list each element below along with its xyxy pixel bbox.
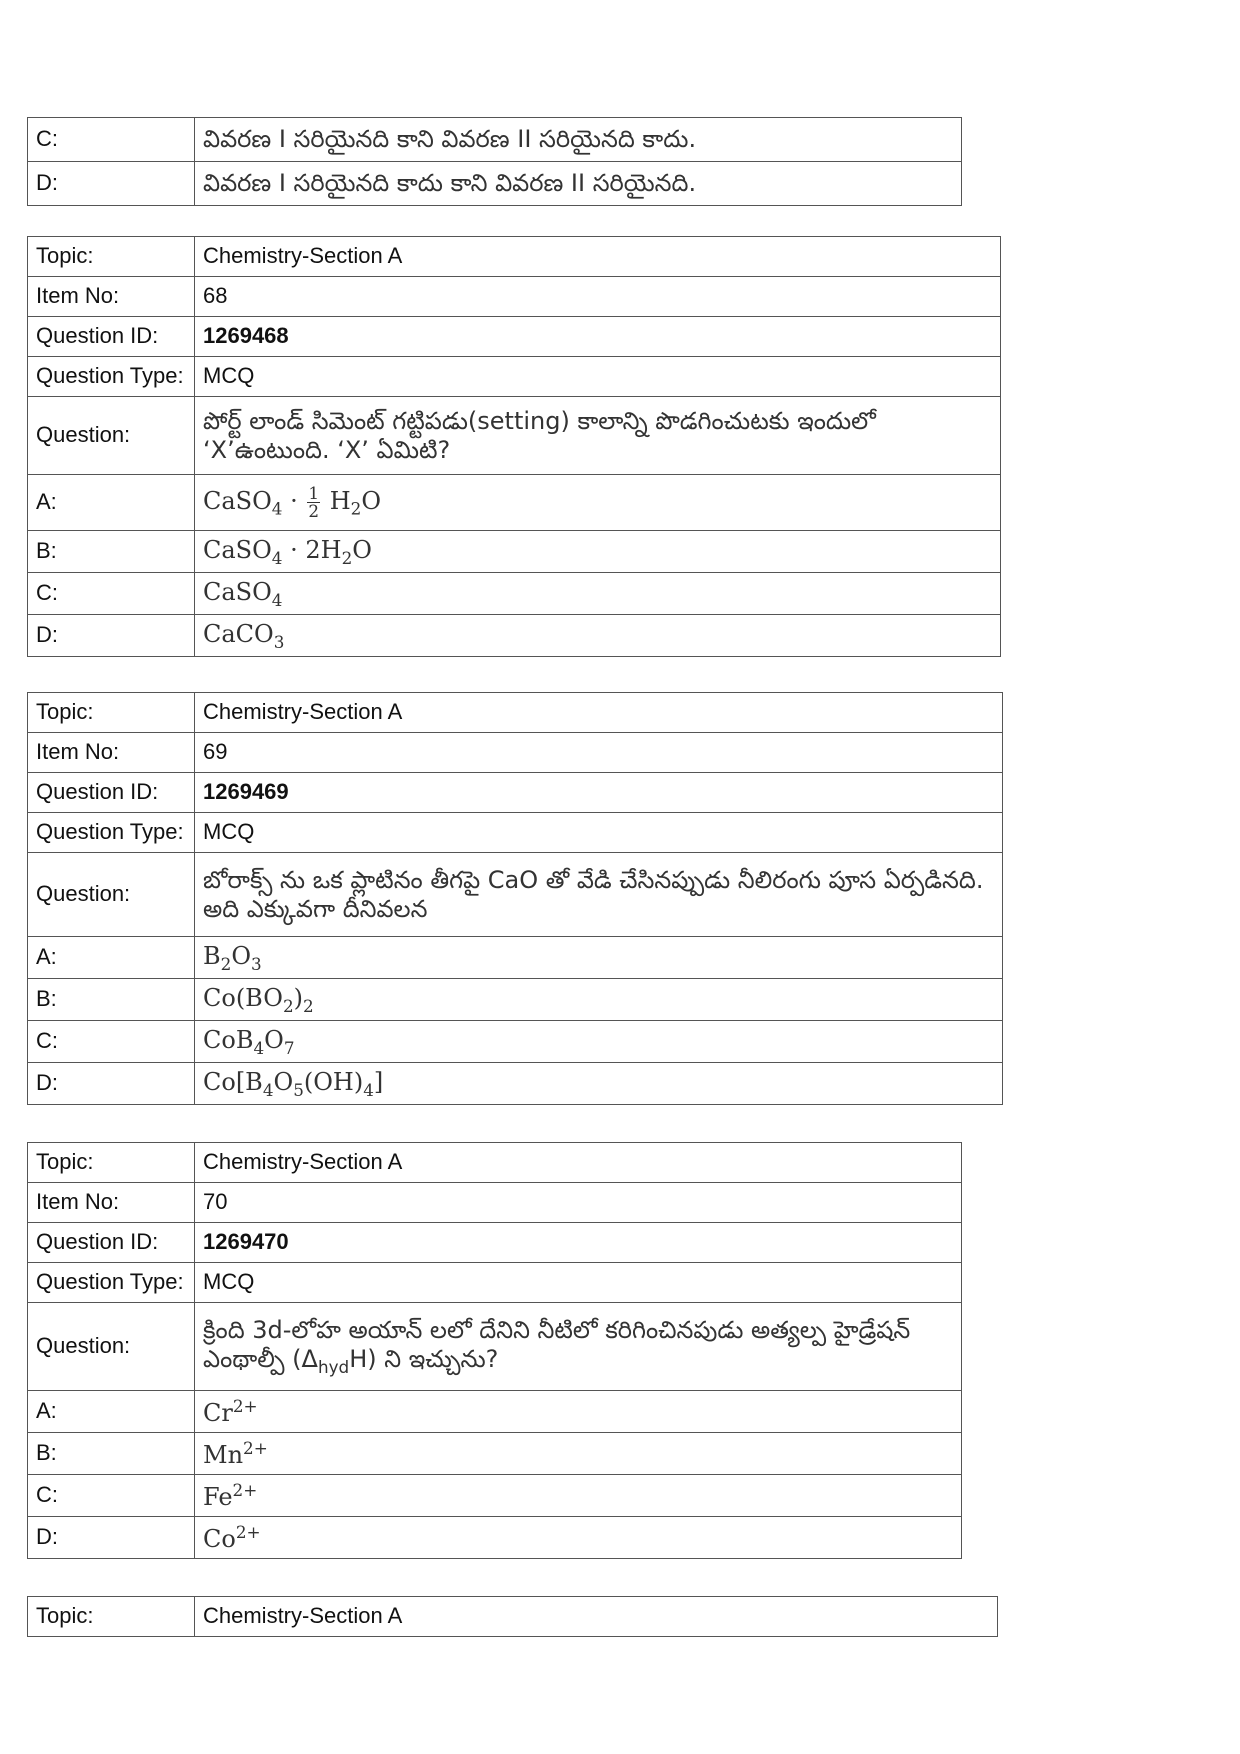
- ion-symbol: Cr: [203, 1398, 233, 1427]
- formula-sub: 2: [341, 547, 353, 568]
- option-formula: [195, 573, 1001, 615]
- option-label: D:: [28, 1063, 195, 1105]
- formula-part: O: [352, 535, 372, 564]
- option-label: A:: [28, 475, 195, 531]
- option-label: C:: [28, 118, 195, 162]
- question-label: Question:: [28, 853, 195, 937]
- formula-sub: 7: [283, 1037, 295, 1058]
- formula-part: · 2H: [282, 535, 342, 564]
- topic-label: Topic:: [28, 693, 195, 733]
- option-row-b: [28, 531, 1001, 573]
- topic-value: Chemistry-Section A: [195, 693, 1003, 733]
- item-no-row: [28, 733, 1003, 773]
- question-type-value: MCQ: [195, 813, 1003, 853]
- question-type-row: [28, 357, 1001, 397]
- question-type-row: [28, 813, 1003, 853]
- formula-sub: 2: [282, 995, 294, 1016]
- question-text: [195, 1303, 962, 1391]
- ion-charge: 2+: [243, 1437, 268, 1458]
- topic-label: Topic:: [28, 237, 195, 277]
- question-id-value: 1269470: [195, 1223, 962, 1263]
- ion-charge: 2+: [235, 1521, 261, 1542]
- topic-row: [28, 1597, 998, 1637]
- formula-sub: 4: [271, 547, 283, 568]
- question-id-label: Question ID:: [28, 773, 195, 813]
- formula-part: O: [231, 941, 252, 970]
- question-id-row: [28, 317, 1001, 357]
- ion-charge: 2+: [232, 1395, 258, 1416]
- option-row-d: [28, 1517, 962, 1559]
- option-formula: [195, 979, 1003, 1021]
- question-type-label: Question Type:: [28, 357, 195, 397]
- formula-sub: 2: [303, 995, 314, 1016]
- question-table-71: [27, 1596, 998, 1637]
- formula-part: CoB: [203, 1025, 254, 1054]
- topic-label: Topic:: [28, 1597, 195, 1637]
- option-label: D:: [28, 1517, 195, 1559]
- option-formula: [195, 1391, 962, 1433]
- option-row-c: [28, 573, 1001, 615]
- formula-part: O: [361, 487, 381, 515]
- option-formula: [195, 615, 1001, 657]
- question-text-part: H) ని ఇచ్చును?: [349, 1344, 499, 1373]
- option-label: A:: [28, 1391, 195, 1433]
- options-continuation-table: [27, 117, 962, 206]
- option-formula: [195, 475, 1001, 531]
- question-id-row: [28, 1223, 962, 1263]
- formula-part: ]: [373, 1067, 384, 1096]
- option-row-d: [28, 615, 1001, 657]
- option-label: C:: [28, 573, 195, 615]
- formula-sub: 4: [271, 498, 283, 519]
- option-formula: [195, 937, 1003, 979]
- ion-symbol: Fe: [203, 1482, 233, 1511]
- question-id-row: [28, 773, 1003, 813]
- question-id-label: Question ID:: [28, 317, 195, 357]
- option-row-d: [28, 1063, 1003, 1105]
- question-label: Question:: [28, 1303, 195, 1391]
- question-subscript: hyd: [317, 1356, 350, 1377]
- option-label: C:: [28, 1475, 195, 1517]
- topic-value: Chemistry-Section A: [195, 1143, 962, 1183]
- ion-symbol: Mn: [203, 1440, 244, 1469]
- topic-value: Chemistry-Section A: [195, 1597, 998, 1637]
- formula-part: B: [203, 941, 221, 970]
- formula-sub: 4: [271, 589, 283, 610]
- question-table-70: [27, 1142, 962, 1559]
- formula-sub: 3: [273, 631, 285, 652]
- ion-charge: 2+: [232, 1479, 258, 1500]
- item-no-value: 69: [195, 733, 1003, 773]
- item-no-value: 68: [195, 277, 1001, 317]
- option-label: C:: [28, 1021, 195, 1063]
- topic-value: Chemistry-Section A: [195, 237, 1001, 277]
- formula-part: ·: [282, 487, 306, 515]
- formula-part: CaSO: [203, 577, 272, 606]
- option-row-b: [28, 979, 1003, 1021]
- option-row-c: [28, 1021, 1003, 1063]
- formula-part: O: [273, 1067, 294, 1096]
- question-id-label: Question ID:: [28, 1223, 195, 1263]
- option-row-c: [28, 1475, 962, 1517]
- formula-sub: 4: [363, 1079, 374, 1100]
- question-type-label: Question Type:: [28, 1263, 195, 1303]
- item-no-label: Item No:: [28, 1183, 195, 1223]
- option-label: B:: [28, 531, 195, 573]
- formula-part: Co[B: [203, 1067, 263, 1096]
- option-text: వివరణ I సరియైనది కాని వివరణ II సరియైనది కాదు.: [195, 118, 962, 162]
- option-row-a: [28, 937, 1003, 979]
- question-type-value: MCQ: [195, 1263, 962, 1303]
- option-text: వివరణ I సరియైనది కాదు కాని వివరణ II సరియైనది.: [195, 162, 962, 206]
- formula-sub: 4: [253, 1037, 265, 1058]
- fraction: [307, 485, 320, 520]
- option-label: D:: [28, 162, 195, 206]
- option-formula: [195, 1475, 962, 1517]
- item-no-value: 70: [195, 1183, 962, 1223]
- option-formula: [195, 531, 1001, 573]
- question-text-part: క్రింది 3d-లోహ అయాన్ లలో దేనిని నీటిలో కరిగించినపుడు అత్యల్ప హైడ్రేషన్ ఎంథాల్పీ (Δ: [203, 1316, 911, 1373]
- formula-part: H: [322, 487, 351, 515]
- question-type-value: MCQ: [195, 357, 1001, 397]
- topic-row: [28, 693, 1003, 733]
- question-id-value: 1269469: [195, 773, 1003, 813]
- question-label: Question:: [28, 397, 195, 475]
- question-text: బోరాక్స్ ను ఒక ప్లాటినం తీగపై CaO తో వేడి చేసినప్పుడు నీలిరంగు పూస ఏర్పడినది. అది ఎక్కువగా దీనివలన: [195, 853, 1003, 937]
- option-row-a: [28, 1391, 962, 1433]
- option-formula: [195, 1063, 1003, 1105]
- question-row: [28, 1303, 962, 1391]
- formula-part: CaSO: [203, 487, 272, 515]
- topic-row: [28, 237, 1001, 277]
- option-label: D:: [28, 615, 195, 657]
- option-row-b: [28, 1433, 962, 1475]
- formula-part: O: [264, 1025, 284, 1054]
- option-row-c: [28, 118, 962, 162]
- question-type-row: [28, 1263, 962, 1303]
- item-no-label: Item No:: [28, 733, 195, 773]
- formula-part: Co(BO: [203, 983, 283, 1012]
- formula-part: CaCO: [203, 619, 274, 648]
- option-label: B:: [28, 979, 195, 1021]
- ion-symbol: Co: [203, 1524, 236, 1553]
- option-formula: [195, 1021, 1003, 1063]
- item-no-row: [28, 277, 1001, 317]
- formula-sub: 3: [251, 953, 262, 974]
- question-id-value: 1269468: [195, 317, 1001, 357]
- option-row-d: [28, 162, 962, 206]
- formula-part: CaSO: [203, 535, 272, 564]
- question-type-label: Question Type:: [28, 813, 195, 853]
- question-table-69: [27, 692, 1003, 1105]
- question-text: పోర్ట్ లాండ్ సిమెంట్ గట్టిపడు(setting) కాలాన్ని పొడగించుటకు ఇందులో ‘X’ఉంటుంది. ‘X’ ఏమిటి?: [195, 397, 1001, 475]
- formula-part: ): [293, 983, 303, 1012]
- question-table-68: [27, 236, 1001, 657]
- formula-part: (OH): [303, 1067, 364, 1096]
- question-row: [28, 853, 1003, 937]
- formula-sub: 2: [350, 498, 362, 519]
- option-formula: [195, 1433, 962, 1475]
- formula-sub: 2: [220, 953, 232, 974]
- formula-sub: 5: [293, 1079, 304, 1100]
- fraction-numerator: 1: [308, 483, 320, 504]
- question-row: [28, 397, 1001, 475]
- fraction-denominator: 2: [308, 501, 320, 521]
- item-no-row: [28, 1183, 962, 1223]
- formula-sub: 4: [262, 1079, 274, 1100]
- option-row-a: [28, 475, 1001, 531]
- topic-label: Topic:: [28, 1143, 195, 1183]
- topic-row: [28, 1143, 962, 1183]
- item-no-label: Item No:: [28, 277, 195, 317]
- option-label: B:: [28, 1433, 195, 1475]
- option-formula: [195, 1517, 962, 1559]
- option-label: A:: [28, 937, 195, 979]
